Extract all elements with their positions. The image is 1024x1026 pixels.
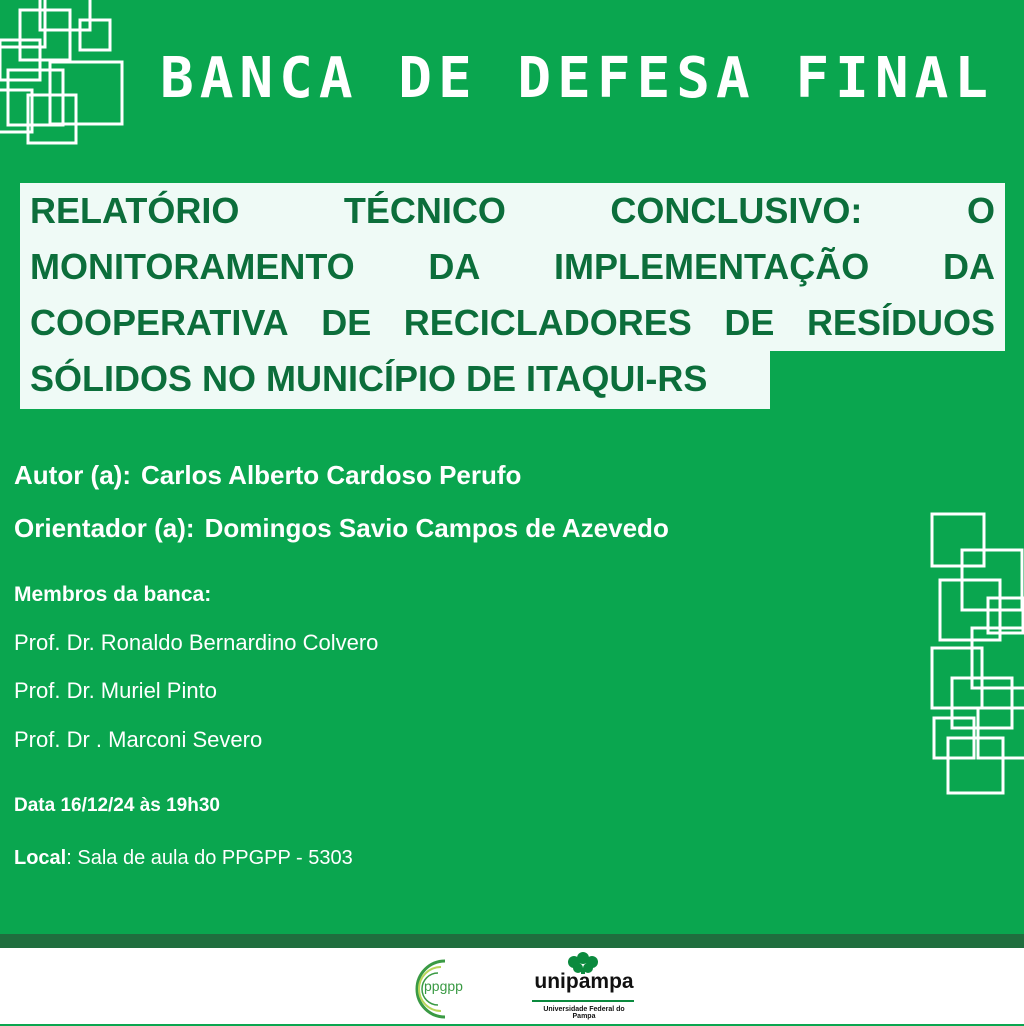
subject-word: RESÍDUOS (806, 302, 995, 343)
page-title: BANCA DE DEFESA FINAL (160, 46, 995, 111)
subject-line-1 (20, 183, 1005, 239)
subject-word: O (966, 190, 995, 231)
subject-word: DE (321, 302, 372, 343)
subject-line-2 (20, 239, 1005, 295)
subject-line-3 (20, 295, 1005, 351)
committee-member: Prof. Dr. Ronaldo Bernardino Colvero (14, 630, 379, 655)
committee-heading: Membros da banca: (14, 583, 212, 606)
subject-word: CONCLUSIVO: (610, 190, 863, 231)
subject-word: RECICLADORES (403, 302, 692, 343)
subject-word: RELATÓRIO (30, 190, 240, 231)
subject-word: DA (942, 246, 995, 287)
author-line (14, 460, 521, 491)
square-pattern-decoration-right (928, 508, 1024, 798)
footer-band (0, 934, 1024, 948)
square-pattern-decoration-top-left (0, 0, 130, 150)
advisor-line (14, 513, 669, 544)
unipampa-logo-text: unipampa (534, 970, 634, 993)
subject-word: COOPERATIVA (30, 302, 289, 343)
location-label: Local (14, 847, 67, 869)
subject-word: IMPLEMENTAÇÃO (553, 246, 870, 287)
ppgpp-logo-text: ppgpp (424, 978, 463, 994)
advisor-name: Domingos Savio Campos de Azevedo (204, 513, 669, 543)
subject-word: TÉCNICO (343, 190, 506, 231)
subject-word: MONITORAMENTO (30, 246, 355, 287)
defense-subject (20, 183, 1005, 409)
footer (0, 948, 1024, 1024)
unipampa-subtitle: Universidade Federal do Pampa (543, 1006, 625, 1020)
defense-location (14, 847, 353, 870)
committee-member: Prof. Dr . Marconi Severo (14, 727, 263, 752)
subject-line-4: SÓLIDOS NO MUNICÍPIO DE ITAQUI-RS (20, 351, 770, 409)
author-label: Autor (a): (14, 460, 131, 490)
author-name: Carlos Alberto Cardoso Perufo (140, 460, 522, 490)
defense-date: Data 16/12/24 às 19h30 (14, 795, 220, 816)
committee-member: Prof. Dr. Muriel Pinto (14, 678, 217, 703)
location-value: : Sala de aula do PPGPP - 5303 (66, 847, 353, 869)
subject-word: DE (724, 302, 775, 343)
advisor-label: Orientador (a): (14, 513, 195, 543)
subject-word: DA (428, 246, 481, 287)
